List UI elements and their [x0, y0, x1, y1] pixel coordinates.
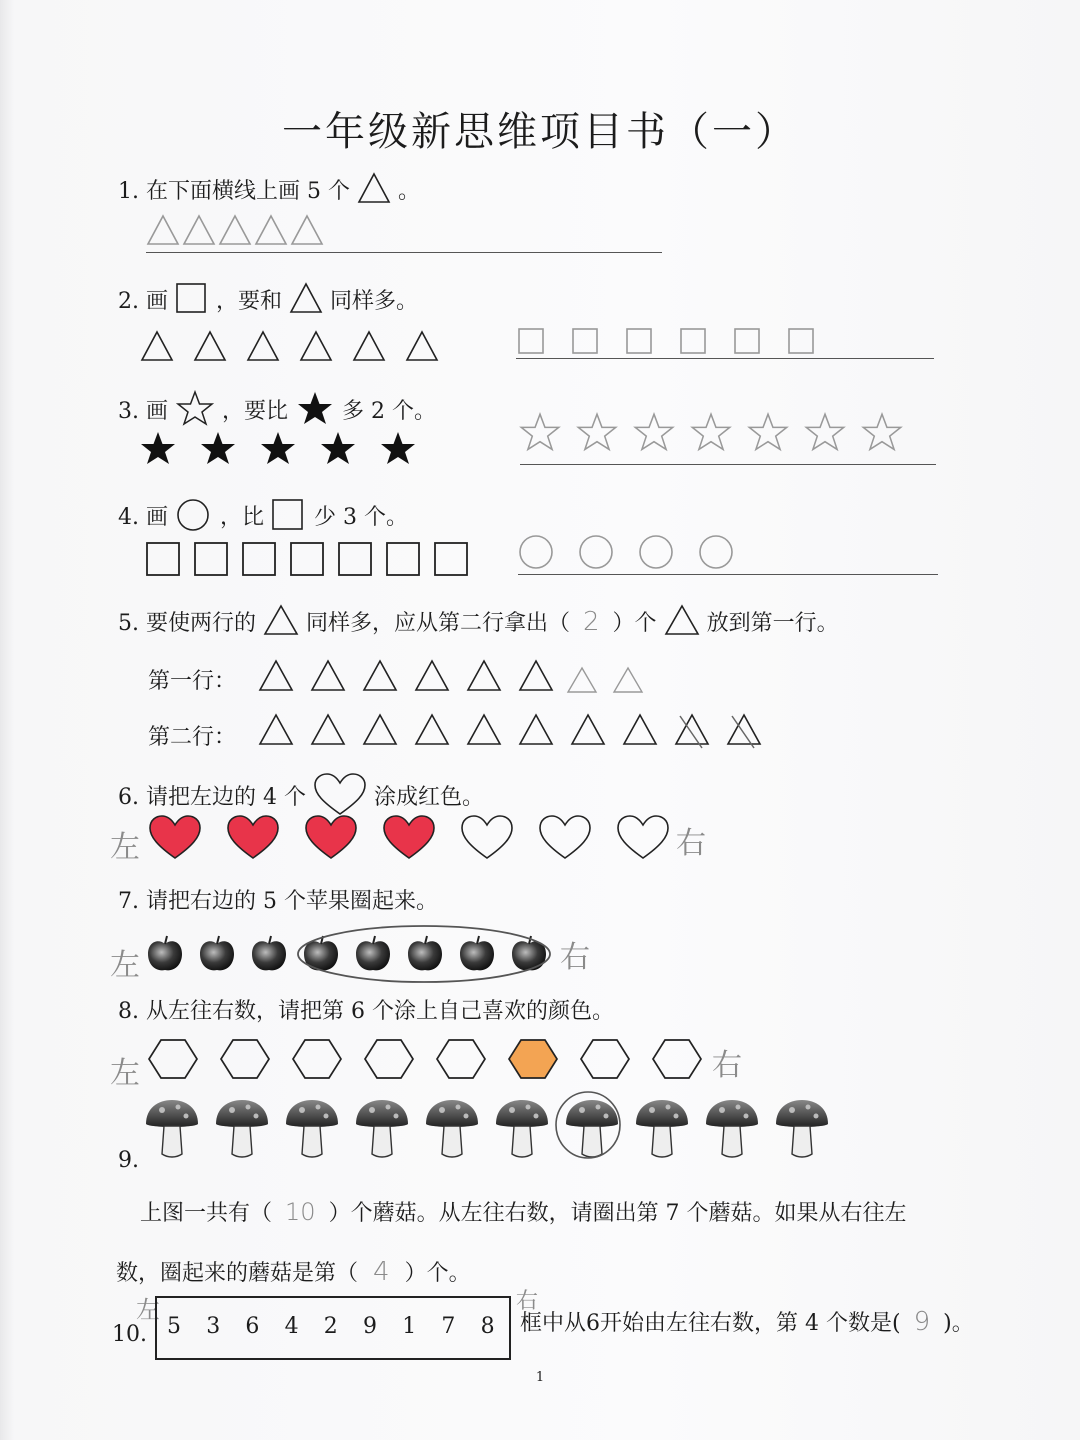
apple [146, 934, 184, 974]
question-3-end: 多 2 个。 [342, 399, 436, 424]
question-2 [118, 282, 418, 315]
question-8: 8. 从左往右数，请把第 6 个涂上自己喜欢的颜色。 [118, 999, 614, 1024]
question-9-line-2 [116, 1256, 471, 1287]
answer-5: 2 [583, 607, 600, 637]
black-star [198, 430, 238, 470]
question-3-mid: ，要比 [221, 399, 288, 424]
drawn-square [734, 328, 760, 356]
question-3-text: 3. 画 [118, 399, 168, 424]
square-icon [271, 498, 307, 530]
drawn-star [746, 412, 790, 458]
drawn-square [680, 328, 706, 356]
drawn-triangle [290, 214, 324, 248]
right-mark: 右 [676, 826, 706, 861]
number-box-digit: 4 [284, 1314, 299, 1339]
drawn-square [788, 328, 814, 356]
hexagon [148, 1038, 198, 1080]
square [194, 542, 228, 576]
drawn-triangle [182, 214, 216, 248]
triangle [622, 712, 658, 750]
question-3-black-stars [138, 430, 418, 470]
triangle [299, 330, 335, 364]
drawn-circle [698, 534, 734, 570]
question-1-end: 。 [397, 179, 420, 204]
question-7: 7. 请把右边的 5 个苹果圈起来。 [118, 889, 438, 914]
crossed-triangle [726, 712, 762, 750]
triangle [405, 330, 441, 364]
triangle [352, 330, 388, 364]
drawn-triangle [218, 214, 252, 248]
triangle-icon [263, 604, 299, 636]
hexagon [220, 1038, 270, 1080]
square [386, 542, 420, 576]
square [146, 542, 180, 576]
triangle-icon [357, 172, 391, 204]
heart [460, 814, 514, 862]
black-star [378, 430, 418, 470]
star-outline-icon [175, 390, 215, 426]
drawn-star [803, 412, 847, 458]
question-4-end: 少 3 个。 [314, 505, 408, 530]
question-6-end: 涂成红色。 [373, 785, 484, 810]
drawn-circle [578, 534, 614, 570]
triangle-icon [664, 604, 700, 636]
square-icon [175, 282, 209, 314]
answer-line-1 [146, 252, 662, 253]
answer-line-3 [520, 464, 936, 465]
question-4-mid: ，比 [219, 505, 264, 530]
triangle [414, 712, 450, 750]
question-2-triangles [140, 330, 441, 364]
drawn-triangle [254, 214, 288, 248]
question-5-end: 放到第一行。 [706, 611, 839, 636]
row-2-label: 第二行： [148, 725, 237, 750]
answer-2-drawn-squares [518, 328, 814, 356]
triangle-icon [289, 282, 323, 314]
triangle [140, 330, 176, 364]
hexagon [580, 1038, 630, 1080]
triangle [466, 712, 502, 750]
number-box-digit: 8 [480, 1314, 495, 1339]
question-10-number: 10. [112, 1322, 147, 1347]
question-9-number: 9. [118, 1148, 139, 1173]
drawn-star [860, 412, 904, 458]
drawn-circle [638, 534, 674, 570]
added-triangle [564, 658, 600, 694]
drawn-square [626, 328, 652, 356]
mushroom [354, 1098, 410, 1162]
red-heart [304, 814, 358, 862]
triangle [518, 658, 554, 694]
drawn-square [518, 328, 544, 356]
number-box-digit: 1 [402, 1314, 417, 1339]
question-1-text: 1. 在下面横线上画 5 个 [118, 179, 350, 204]
question-10-text-b: )。 [943, 1311, 974, 1336]
question-5-mid: 同样多，应从第二行拿出（ [305, 611, 570, 636]
question-9-text-d: ）个。 [404, 1261, 471, 1286]
question-6-hearts [148, 814, 670, 862]
question-6-text: 6. 请把左边的 4 个 [118, 785, 306, 810]
apple [250, 934, 288, 974]
triangle [310, 712, 346, 750]
number-box-digit: 6 [245, 1314, 260, 1339]
answer-9-total: 10 [285, 1198, 316, 1226]
question-10-text [520, 1306, 974, 1337]
black-star [138, 430, 178, 470]
question-3 [118, 390, 436, 426]
drawn-triangle [146, 214, 180, 248]
mushroom [284, 1098, 340, 1162]
left-mark: 左 [136, 1296, 160, 1324]
square [290, 542, 324, 576]
row-1-label: 第一行： [148, 669, 237, 694]
question-4-text: 4. 画 [118, 505, 168, 530]
triangle [258, 712, 294, 750]
question-9-text-b: ）个蘑菇。从左往右数，请圈出第 7 个蘑菇。如果从右往左 [328, 1201, 907, 1226]
question-5-text: 5. 要使两行的 [118, 611, 256, 636]
triangle [362, 658, 398, 694]
red-heart [382, 814, 436, 862]
drawn-star [518, 412, 562, 458]
answer-10: 9 [913, 1307, 931, 1337]
heart [538, 814, 592, 862]
hexagon [364, 1038, 414, 1080]
answer-3-drawn-stars [518, 412, 904, 458]
question-4 [118, 498, 408, 532]
triangle [258, 658, 294, 694]
triangle [362, 712, 398, 750]
number-box-digit: 2 [323, 1314, 338, 1339]
triangle [246, 330, 282, 364]
hexagon [652, 1038, 702, 1080]
drawn-star [575, 412, 619, 458]
crossed-triangle [674, 712, 710, 750]
apple [198, 934, 236, 974]
row-1-triangles [258, 658, 646, 694]
triangle [414, 658, 450, 694]
drawn-square [572, 328, 598, 356]
triangle [518, 712, 554, 750]
question-4-squares [146, 542, 468, 576]
row-2-triangles [258, 712, 762, 750]
worksheet-title: 一年级新思维项目书（一） [282, 109, 798, 155]
colored-hexagon [508, 1038, 558, 1080]
question-9-mushrooms [144, 1098, 830, 1162]
hexagon [292, 1038, 342, 1080]
red-heart [148, 814, 202, 862]
answer-9-position: 4 [373, 1257, 390, 1287]
circle-icon [175, 498, 213, 532]
square [242, 542, 276, 576]
question-5-mid2: ）个 [612, 611, 657, 636]
answer-line-2 [516, 358, 934, 359]
mushroom [144, 1098, 200, 1162]
triangle [193, 330, 229, 364]
triangle [570, 712, 606, 750]
question-2-mid: ，要和 [215, 289, 282, 314]
right-mark: 右 [560, 940, 590, 975]
black-star [318, 430, 358, 470]
square [338, 542, 372, 576]
mushroom [214, 1098, 270, 1162]
question-9-line-1 [140, 1196, 907, 1227]
right-mark: 右 [712, 1048, 742, 1083]
page-number: 1 [535, 1370, 545, 1385]
answer-1-drawn-triangles [146, 214, 324, 248]
question-8-hexagons [148, 1038, 702, 1080]
square [434, 542, 468, 576]
left-mark: 左 [110, 948, 140, 983]
drawn-circle [518, 534, 554, 570]
answer-4-drawn-circles [518, 534, 734, 570]
question-2-end: 同样多。 [330, 289, 419, 314]
mushroom [774, 1098, 830, 1162]
question-6 [118, 772, 484, 818]
heart-icon [313, 772, 367, 818]
black-star-icon [295, 390, 335, 426]
added-triangle [610, 658, 646, 694]
mushroom [634, 1098, 690, 1162]
heart [616, 814, 670, 862]
mushroom [494, 1098, 550, 1162]
number-box [155, 1296, 511, 1360]
mushroom [704, 1098, 760, 1162]
number-box-digit: 9 [363, 1314, 377, 1339]
left-mark: 左 [110, 830, 140, 865]
answer-9-circle [554, 1090, 622, 1160]
number-box-digit: 7 [441, 1314, 456, 1339]
mushroom [424, 1098, 480, 1162]
question-9-text-a: 上图一共有（ [140, 1201, 273, 1226]
number-box-digit: 5 [167, 1314, 181, 1339]
right-mark: 右 [516, 1289, 539, 1314]
answer-7-circle [296, 924, 552, 984]
drawn-star [632, 412, 676, 458]
question-2-text: 2. 画 [118, 289, 168, 314]
question-9-text-c: 数，圈起来的蘑菇是第（ [116, 1261, 359, 1286]
left-mark: 左 [110, 1056, 140, 1091]
drawn-star [689, 412, 733, 458]
question-1 [118, 172, 420, 205]
triangle [310, 658, 346, 694]
triangle [466, 658, 502, 694]
question-5 [118, 604, 839, 637]
hexagon [436, 1038, 486, 1080]
question-10-text-a: 框中从6开始由左往右数，第 4 个数是( [520, 1311, 901, 1336]
black-star [258, 430, 298, 470]
red-heart [226, 814, 280, 862]
answer-line-4 [518, 574, 938, 575]
number-box-digit: 3 [206, 1314, 221, 1339]
